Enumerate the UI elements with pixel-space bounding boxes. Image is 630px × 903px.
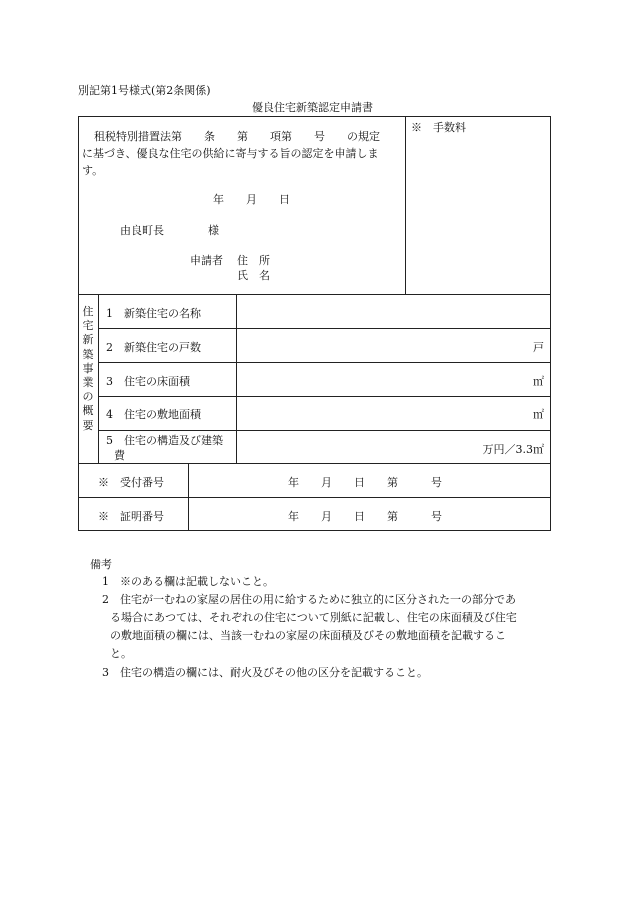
note-2-line4: と。 <box>110 647 132 660</box>
receipt-label: ※ 受付番号 <box>98 476 164 489</box>
fee-label: ※ 手数料 <box>411 121 466 134</box>
note-2-line3: の敷地面積の欄には、当該一むねの家屋の床面積及びその敷地面積を記載するこ <box>110 629 506 642</box>
address-label: 住 所 <box>237 254 270 267</box>
note-2-line2: る場合にあつては、それぞれの住宅について別紙に記載し、住宅の床面積及び住宅 <box>110 611 517 624</box>
applicant-label: 申請者 <box>190 254 223 267</box>
certificate-label: ※ 証明番号 <box>98 510 164 523</box>
receipt-date-fields: 年 月 日 第 号 <box>288 476 442 489</box>
item-unit: 戸 <box>533 341 544 354</box>
item-label: 2 新築住宅の戸数 <box>106 341 201 354</box>
name-label: 氏 名 <box>237 269 270 282</box>
form-id: 別記第1号様式(第2条関係) <box>78 84 211 97</box>
summary-label: 住宅新築事業の概要 <box>82 305 94 432</box>
form-title: 優良住宅新築認定申請書 <box>252 101 373 114</box>
item-label: 4 住宅の敷地面積 <box>106 408 201 421</box>
note-3: 3 住宅の構造の欄には、耐火及びその他の区分を記載すること。 <box>102 666 428 679</box>
item-label: 3 住宅の床面積 <box>106 375 190 388</box>
item-unit: 万円／3.3㎡ <box>482 443 544 456</box>
application-line1: 租税特別措置法第 条 第 項第 号 の規定 <box>94 130 380 143</box>
note-2-line1: 2 住宅が一むねの家屋の居住の用に給するために独立的に区分された一の部分であ <box>102 593 516 606</box>
item-label-line1: 5 住宅の構造及び建築 <box>106 434 223 447</box>
application-line3: す。 <box>82 164 104 177</box>
certificate-date-fields: 年 月 日 第 号 <box>288 510 442 523</box>
item-unit: ㎡ <box>533 375 544 388</box>
item-unit: ㎡ <box>533 408 544 421</box>
item-label-line2: 費 <box>114 449 125 462</box>
application-date: 年 月 日 <box>213 193 290 206</box>
note-1: 1 ※のある欄は記載しないこと。 <box>102 575 274 588</box>
item-label: 1 新築住宅の名称 <box>106 307 201 320</box>
notes-heading: 備考 <box>90 558 112 571</box>
addressee: 由良町長 様 <box>120 224 219 237</box>
application-line2: に基づき、優良な住宅の供給に寄与する旨の認定を申請しま <box>82 147 379 160</box>
